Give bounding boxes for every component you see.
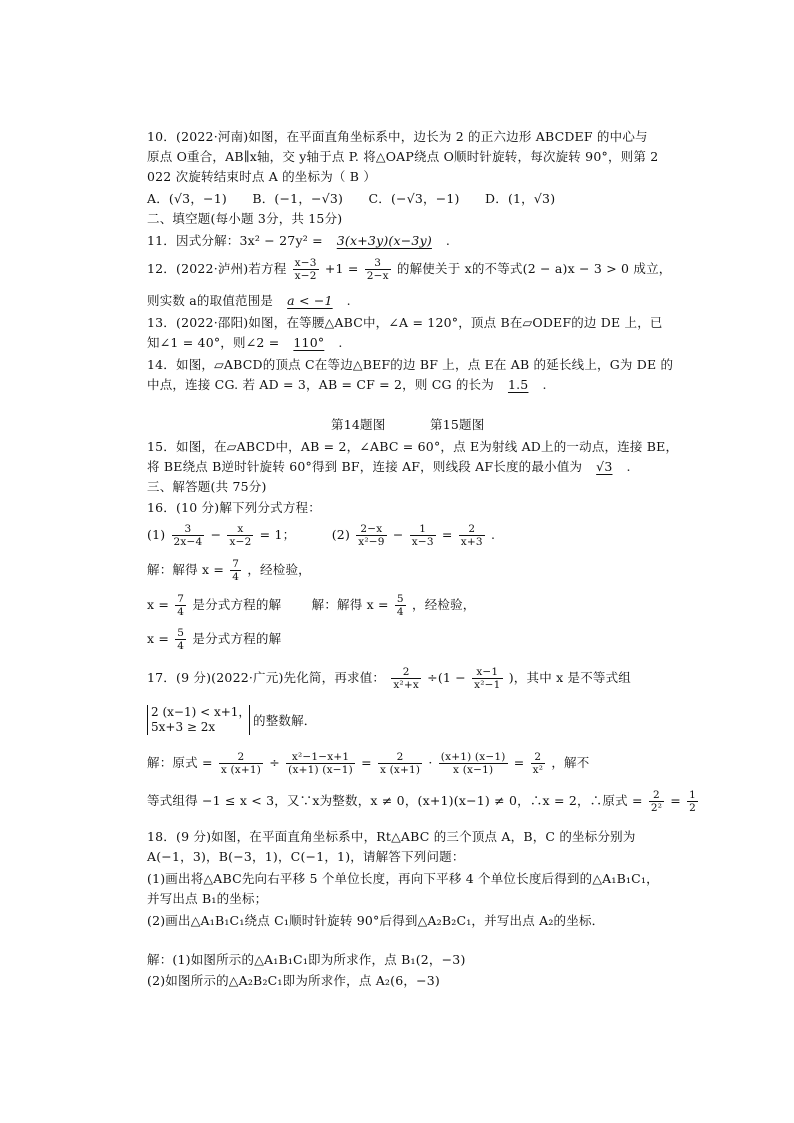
q16-sol2b-suffix: 是分式方程的解: [192, 631, 282, 646]
q18-line2: A(−1，3)，B(−3，1)，C(−1，1)，请解答下列问题：: [147, 849, 465, 864]
q16-sol2b-fraction: $\frac{5}{4}$: [177, 627, 185, 652]
q17-sol-fraction-4: $\frac{(x+1) (x-1)}{x (x-1)}$: [440, 751, 506, 776]
q16-p2-end: .: [490, 527, 496, 542]
q14-line2-suffix: .: [542, 377, 547, 392]
q11-prefix: 11．因式分解：3x² − 27y² =: [147, 233, 323, 248]
q17-sol-fraction-1: $\frac{2}{x (x+1)}$: [220, 751, 262, 776]
q16-sol2b-prefix: x =: [147, 631, 170, 646]
q17-fraction-1: $\frac{2}{\text{x²+x}}$: [393, 666, 419, 691]
q15-line2-suffix: .: [626, 459, 631, 474]
q12-line2-prefix: 则实数 a的取值范围是: [147, 293, 274, 308]
q16-p2-minus: −: [392, 527, 404, 542]
q17-system-suffix: 的整数解．: [253, 713, 317, 728]
q17-fraction-2: $\frac{x-1}{\text{x²−1}}$: [474, 666, 501, 691]
q11-suffix: .: [445, 233, 451, 248]
q16-sol1b-suffix: 是分式方程的解: [192, 597, 282, 612]
q13-answer: 110°: [293, 335, 325, 350]
q17-sol-equals-2: =: [513, 755, 525, 770]
q16-solution-1: [147, 557, 311, 583]
q13-line2-suffix: .: [338, 335, 343, 350]
q12-suffix: 的解使关于 x的不等式(2 − a)x − 3 > 0 成立，: [396, 261, 672, 276]
q16-sol1-fraction: $\frac{7}{4}$: [232, 558, 240, 583]
q18-solution-1: 解：(1)如图所示的△A₁B₁C₁即为所求作，点 B₁(2，−3): [147, 952, 466, 967]
q14-line2-prefix: 中点，连接 CG. 若 AD = 3，AB = CF = 2，则 CG 的长为: [147, 377, 494, 392]
q17-mid: ÷(1 −: [427, 670, 466, 685]
q15-line1: 15．如图，在▱ABCD中，AB = 2，∠ABC = 60°，点 E为射线 AD上的一动点，连接 BE，: [147, 439, 679, 454]
q16-intro: 16．(10 分)解下列分式方程：: [147, 500, 321, 515]
q12-line2: [147, 292, 351, 310]
q15-line2: [147, 458, 631, 476]
q17-sol-divide: ÷: [269, 755, 280, 770]
q16-sol2-prefix: 解：解得 x =: [311, 597, 389, 612]
q17-sol-prefix: 解：原式 =: [147, 755, 213, 770]
q16-p1-fraction-2: $\frac{x}{x-2}$: [229, 523, 252, 548]
q16-p1-fraction-1: $\frac{3}{2x-4}$: [173, 523, 203, 548]
q10-options: A．(√3，−1) B．(−1，−√3) C．(−√3，−1) D．(1，√3): [147, 191, 556, 206]
q17-solution-line2: [147, 788, 700, 814]
q17-solution-line1: [147, 750, 589, 776]
q17-sol-equals-3: =: [670, 793, 681, 808]
q14-answer: 1.5: [507, 377, 529, 392]
q18-line5: (2)画出△A₁B₁C₁绕点 C₁顺时针旋转 90°后得到△A₂B₂C₁，并写出点 A₂的坐标．: [147, 913, 605, 928]
q16-p1-rhs: = 1；: [259, 527, 296, 542]
q16-p1-minus: −: [210, 527, 222, 542]
q12-answer: a < −1: [287, 293, 333, 308]
q17-sol-tail: ，解不: [551, 755, 590, 770]
figure-caption-15: 第15题图: [430, 417, 485, 432]
q17-sol-dot: ·: [428, 755, 433, 770]
q10-line2: 原点 O重合，AB∥x轴，交 y轴于点 P. 将△OAP绕点 O顺时针旋转，每次旋转 90°，则第 2: [147, 149, 659, 164]
q16-p2-label: (2): [331, 527, 351, 542]
q16-p2-fraction-1: $\frac{2-x}{\text{x²−9}}$: [358, 523, 385, 548]
q17-sol-fraction-3: $\frac{2}{x (x+1)}$: [379, 751, 421, 776]
q18-line3: (1)画出将△ABC先向右平移 5 个单位长度，再向下平移 4 个单位长度后得到的△A₁B₁C₁，: [147, 871, 659, 886]
q13-line2: [147, 334, 343, 352]
q14-line1: 14．如图，▱ABCD的顶点 C在等边△BEF的边 BF 上，点 E在 AB 的延长线上，G为 DE 的: [147, 357, 674, 372]
q17-sol-fraction-7: $\frac{1}{2}$: [689, 789, 697, 814]
q16-p2-fraction-2: $\frac{1}{x-3}$: [411, 523, 434, 548]
q17-sol-fraction-5: $\frac{2}{\text{x²}}$: [532, 751, 544, 776]
q16-sol2-fraction: $\frac{5}{4}$: [396, 593, 404, 618]
q15-line2-prefix: 将 BE绕点 B逆时针旋转 60°得到 BF，连接 AF，则线段 AF长度的最小值为: [147, 459, 583, 474]
q17-line1: [147, 665, 631, 691]
q12-mid: +1 =: [324, 261, 359, 276]
q18-line1: 18．(9 分)如图，在平面直角坐标系中，Rt△ABC 的三个顶点 A，B，C 的坐标分别为: [147, 829, 636, 844]
q15-answer: √3: [596, 459, 613, 474]
q13-line1: 13．(2022·邵阳)如图，在等腰△ABC中，∠A = 120°，顶点 B在▱ODEF的边 DE 上，已: [147, 315, 663, 330]
q16-solution-row: [147, 592, 476, 618]
q17-sol-fraction-6: $\frac{2}{\text{2²}}$: [650, 789, 663, 814]
q12-line2-suffix: .: [346, 293, 351, 308]
q17-system-line2: 5x+3 ≥ 2x: [151, 720, 216, 734]
q17-sol-equals-1: =: [361, 755, 372, 770]
q17-suffix: )，其中 x 是不等式组: [508, 670, 631, 685]
q11-answer: 3(x+3y)(x−3y): [336, 233, 432, 248]
q16-solution-2: [147, 626, 281, 652]
q12-fraction-1: $\frac{x-3}{x-2}$: [294, 257, 317, 282]
q16-p1-label: (1): [147, 527, 166, 542]
q16-sol2-suffix: ，经检验，: [412, 597, 476, 612]
q10-line1: 10．(2022·河南)如图，在平面直角坐标系中，边长为 2 的正六边形 ABCDEF 的中心与: [147, 129, 648, 144]
q18-line4: 并写出点 B₁的坐标；: [147, 891, 268, 906]
q13-line2-prefix: 知∠1 = 40°，则∠2 =: [147, 335, 280, 350]
q17-sol-line2-text: 等式组得 −1 ≤ x < 3，又∵x为整数，x ≠ 0，(x+1)(x−1) ≠ 0，∴x = 2，∴原式 =: [147, 793, 643, 808]
section-fill-in-heading: 二、填空题(每小题 3分，共 15分): [147, 211, 343, 226]
q16-problems: [147, 522, 495, 548]
figure-caption-14: 第14题图: [331, 417, 386, 432]
q16-sol1b-fraction: $\frac{7}{4}$: [177, 593, 185, 618]
q17-sol-fraction-2: $\frac{\text{x²−1−x+1}}{(x+1) (x-1)}$: [288, 751, 353, 776]
q10-line3: 022 次旋转结束时点 A 的坐标为（ B ）: [147, 169, 377, 184]
q16-sol1-prefix: 解：解得 x =: [147, 562, 225, 577]
q16-p2-equals: =: [441, 527, 453, 542]
q17-prefix: 17．(9 分)(2022·广元)先化简，再求值：: [147, 670, 386, 685]
q12-fraction-2: $\frac{3}{2-x}$: [366, 257, 389, 282]
q17-system-line1: 2 (x−1) < x+1，: [151, 705, 251, 719]
q16-p2-fraction-3: $\frac{2}{x+3}$: [460, 523, 483, 548]
q16-sol1b-prefix: x =: [147, 597, 170, 612]
q16-sol1-suffix: ，经检验，: [247, 562, 311, 577]
q17-system-right-bar: [249, 705, 250, 735]
q14-line2: [147, 376, 547, 394]
q12-prefix: 12．(2022·泸州)若方程: [147, 261, 287, 276]
section-solve-heading: 三、解答题(共 75分): [147, 479, 267, 494]
q18-solution-2: (2)如图所示的△A₂B₂C₁即为所求作，点 A₂(6，−3): [147, 973, 440, 988]
q17-system-left-brace: [147, 705, 148, 735]
q12-line1: [147, 256, 671, 282]
q11-line: [147, 232, 450, 250]
